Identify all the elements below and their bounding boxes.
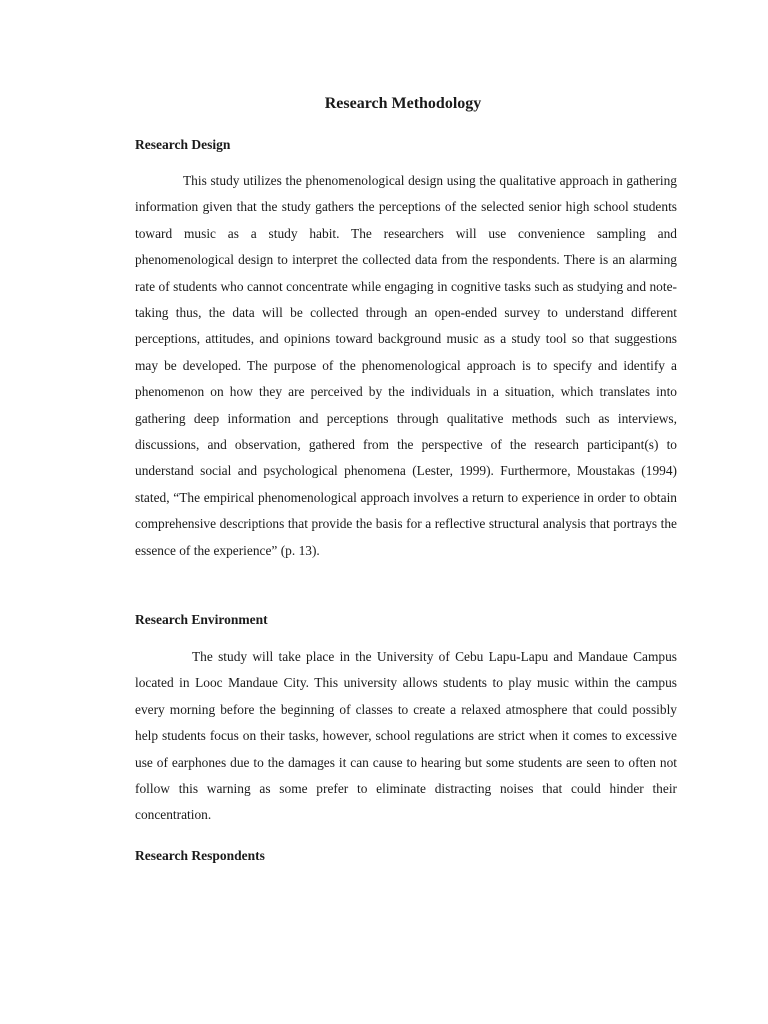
section-heading-research-environment: Research Environment	[135, 612, 268, 627]
section-heading-research-design: Research Design	[135, 137, 231, 152]
page-title: Research Methodology	[324, 95, 482, 112]
section-paragraph-research-design: This study utilizes the phenomenological design using the qualitative approach in gathering information given that the study gathers the perceptions of the selected senior high school students toward music as a study habit. The researchers will use convenience sampling and phenomenological design to interpret the collected data from the respondents. There is an alarming rate of students who cannot concentrate while engaging in cognitive tasks such as studying and note-taking thus, the data will be collected through an open-ended survey to understand different perceptions, attitudes, and opinions toward background music as a study tool so that suggestions may be developed. The purpose of the phenomenological approach is to specify and identify a phenomenon on how they are perceived by the individuals in a situation, which translates into gathering deep information and perceptions through qualitative methods such as interviews, discussions, and observation, gathered from the perspective of the research participant(s) to understand social and psychological phenomena (Lester, 1999). Furthermore, Moustakas (1994) stated, “The empirical phenomenological approach involves a return to experience in order to obtain comprehensive descriptions that provide the basis for a reflective structural analysis that portrays the essence of the experience” (p. 13).	[135, 173, 677, 558]
section-paragraph-research-environment: The study will take place in the University of Cebu Lapu-Lapu and Mandaue Campus located in Looc Mandaue City. This university allows students to play music within the campus every morning before the beginning of classes to create a relaxed atmosphere that could possibly help students focus on their tasks, however, school regulations are strict when it comes to excessive use of earphones due to the damages it can cause to hearing but some students are seen to often not follow this warning as some prefer to eliminate distracting noises that could hinder their concentration.	[135, 649, 677, 823]
section-heading-research-respondents: Research Respondents	[135, 848, 265, 863]
